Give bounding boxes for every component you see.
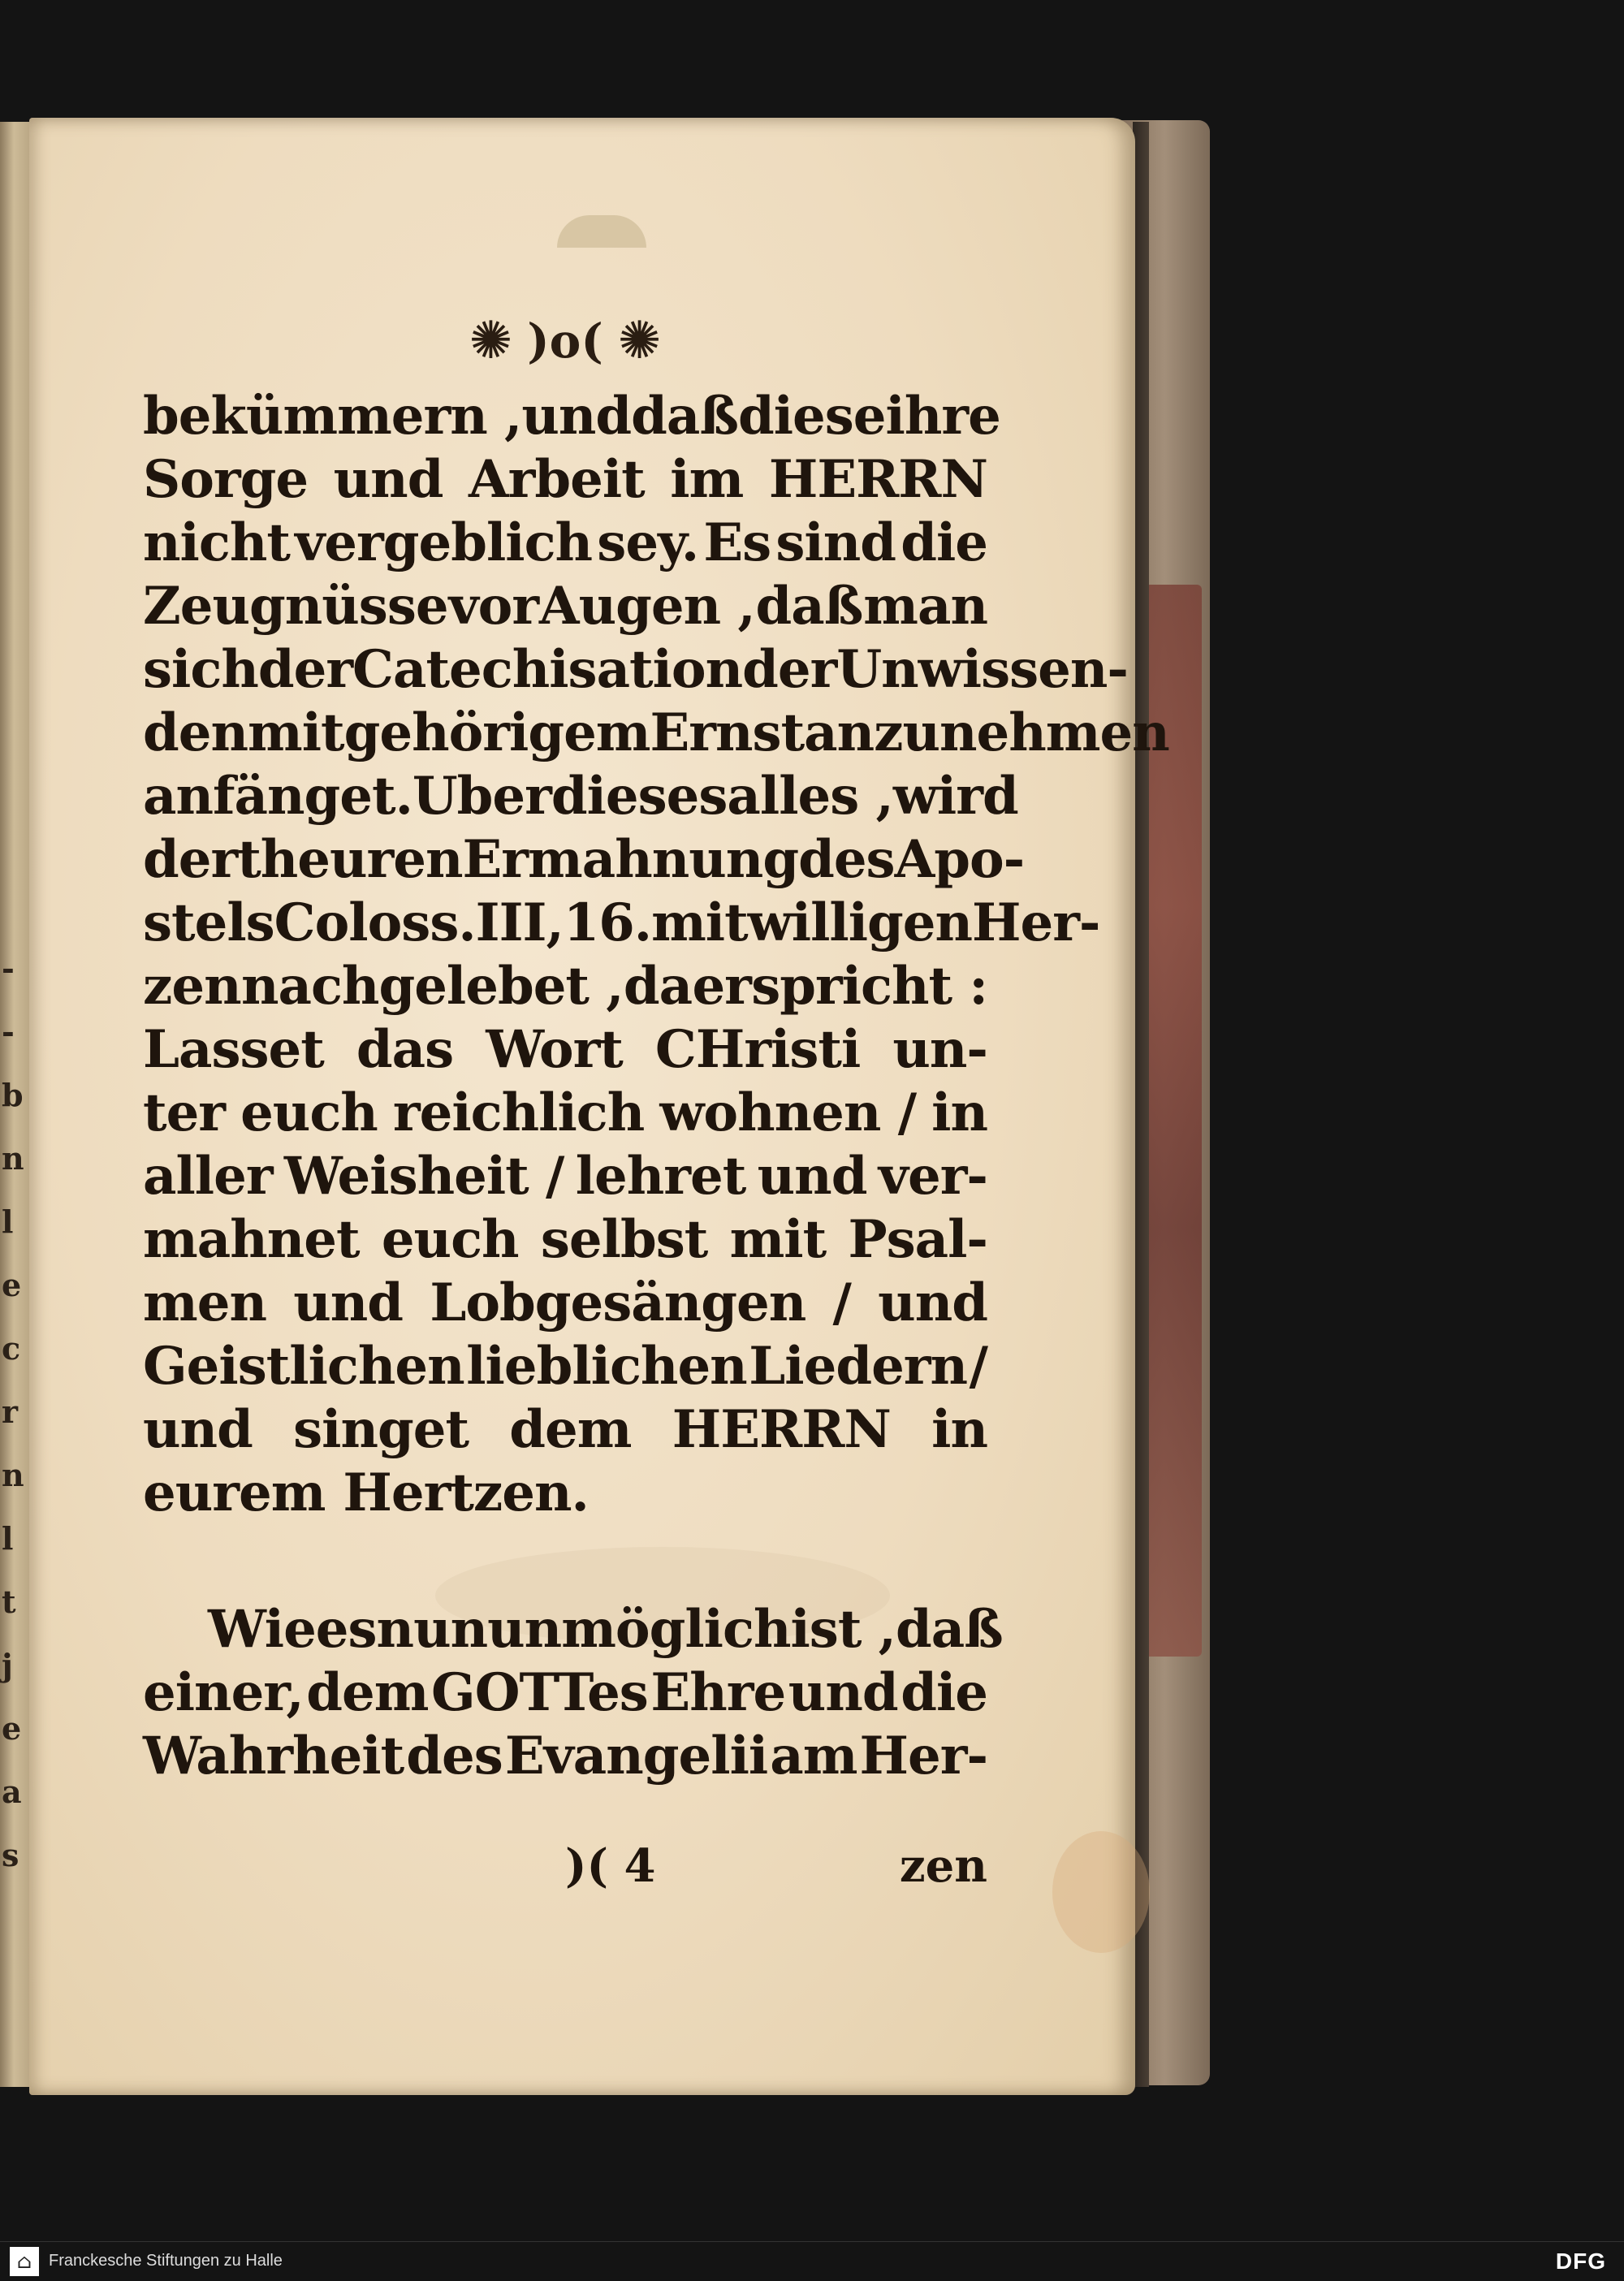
left-page-edge (0, 122, 32, 2087)
word: des (798, 829, 895, 890)
word: vergeblich (295, 512, 593, 573)
word: / (832, 1272, 851, 1333)
word: man (863, 576, 987, 637)
word: vor (448, 576, 539, 637)
ornament-text: )o( (527, 313, 603, 369)
word: dem (306, 1662, 429, 1723)
word: nun (376, 1599, 488, 1660)
text-line (143, 386, 1000, 449)
word: Unwissen- (836, 639, 1128, 700)
flower-ornament-icon: ✺ (469, 311, 513, 371)
word: der (257, 639, 353, 700)
word: daß (755, 576, 863, 637)
word: ist , (790, 1599, 896, 1660)
word: ver- (878, 1146, 987, 1207)
word: in (931, 1399, 987, 1460)
word: daß (631, 386, 738, 447)
word: Apo- (894, 829, 1025, 890)
word: da (623, 956, 693, 1017)
word: im (670, 449, 744, 510)
viewer-footer-bar (0, 2241, 1624, 2281)
word: theuren (237, 829, 463, 890)
catchword: zen (899, 1839, 987, 1893)
text-line (143, 1272, 987, 1336)
word: un- (892, 1019, 987, 1080)
text-line (143, 829, 1025, 892)
word: nachgelebet , (240, 956, 624, 1017)
word: mit (651, 892, 748, 953)
text-line (143, 1726, 987, 1789)
word: Her- (859, 1726, 987, 1786)
word: men (143, 1272, 266, 1333)
word: mit (248, 702, 344, 763)
word: anzunehmen (804, 702, 1169, 763)
word: der (143, 829, 238, 890)
text-line (143, 639, 1128, 702)
word: lehret (575, 1146, 746, 1207)
text-line (143, 1662, 987, 1726)
word: mit (729, 1209, 827, 1270)
word: Ernst (650, 702, 805, 763)
word: und (333, 449, 443, 510)
word: die (901, 1662, 987, 1723)
word: und (878, 1272, 987, 1333)
text-line (143, 956, 987, 1019)
word: und (293, 1272, 404, 1333)
text-line (143, 576, 987, 639)
word: Evangelii (504, 1726, 768, 1786)
word: Ermahnung (462, 829, 799, 890)
text-line (143, 1399, 987, 1462)
word: Uber (412, 766, 551, 827)
word: alles , (727, 766, 893, 827)
page-footer (143, 1839, 987, 1904)
word: das (356, 1019, 454, 1080)
edge-glyph: t (2, 1583, 16, 1620)
word: zen (143, 956, 241, 1017)
edge-glyph: e (2, 1710, 22, 1747)
edge-glyph: r (2, 1393, 19, 1430)
word: eurem (143, 1462, 326, 1523)
page-stain (1052, 1831, 1150, 1953)
word: willigen (747, 892, 972, 953)
text-line (208, 1599, 1003, 1662)
word: Coloss. (274, 892, 476, 953)
word: Wahrheit (143, 1726, 404, 1786)
word: daß (895, 1599, 1003, 1660)
text-line (143, 1209, 987, 1272)
word: es (315, 1599, 377, 1660)
edge-glyph: - (2, 950, 15, 987)
text-line (143, 766, 1018, 829)
text-line (143, 1462, 987, 1526)
word: die (901, 512, 987, 573)
word: aller (143, 1146, 273, 1207)
word: Wie (208, 1599, 316, 1660)
word: Wort (486, 1019, 623, 1080)
institution-name: Franckesche Stiftungen zu Halle (49, 2252, 283, 2270)
word: Hertzen. (343, 1462, 589, 1523)
word: der (742, 639, 837, 700)
text-line (143, 1082, 987, 1146)
edge-glyph: n (2, 1457, 24, 1493)
word: sich (143, 639, 258, 700)
word: III,16. (475, 892, 652, 953)
word: nicht (143, 512, 290, 573)
word: singet (293, 1399, 469, 1460)
word: HERRN (768, 449, 987, 510)
word: diese (737, 386, 886, 447)
word: Augen , (538, 576, 755, 637)
word: GOTTes (431, 1662, 648, 1723)
word: Weisheit / (283, 1146, 564, 1207)
edge-glyph: - (2, 1013, 15, 1050)
word: / (969, 1336, 987, 1397)
text-line (143, 449, 987, 512)
text-line (143, 1146, 987, 1209)
word: Arbeit (469, 449, 645, 510)
word: Her- (972, 892, 1100, 953)
word: einer, (143, 1662, 304, 1723)
word: mahnet (143, 1209, 360, 1270)
word: Lobgesängen (430, 1272, 806, 1333)
word: wird (892, 766, 1018, 827)
dfg-logo: DFG (1555, 2249, 1606, 2274)
edge-glyph: e (2, 1267, 22, 1303)
word: HERRN (672, 1399, 891, 1460)
word: anfänget. (143, 766, 412, 827)
word: dieses (551, 766, 728, 827)
word: Psal- (848, 1209, 987, 1270)
page-top-tab (557, 215, 646, 248)
edge-glyph: a (2, 1773, 22, 1810)
edge-glyph: s (2, 1837, 19, 1873)
word: Es (703, 512, 771, 573)
edge-glyph: c (2, 1330, 21, 1367)
word: euch (240, 1082, 378, 1143)
edge-glyph: l (2, 1520, 14, 1557)
word: er (692, 956, 751, 1017)
signature-mark: )( 4 (565, 1839, 656, 1893)
book-page (29, 118, 1169, 2095)
word: CHristi (654, 1019, 861, 1080)
word: sind (775, 512, 896, 573)
word: ihre (885, 386, 1000, 447)
word: in (931, 1082, 987, 1143)
word: und (521, 386, 632, 447)
word: lieblichen (466, 1336, 747, 1397)
word: spricht : (751, 956, 987, 1017)
text-line (143, 892, 1100, 956)
word: selbst (540, 1209, 708, 1270)
word: Liedern (749, 1336, 968, 1397)
cover-inner-edge (1133, 122, 1149, 2087)
text-line (143, 512, 987, 576)
word: euch (381, 1209, 519, 1270)
word: Zeugnüsse (143, 576, 448, 637)
word: ter (143, 1082, 225, 1143)
building-logo-icon[interactable]: ⌂ (10, 2247, 39, 2276)
word: Lasset (143, 1019, 324, 1080)
edge-glyph: l (2, 1203, 14, 1240)
word: des (406, 1726, 503, 1786)
text-line (143, 1019, 987, 1082)
word: Catechisation (352, 639, 743, 700)
word: gehörigem (343, 702, 650, 763)
word: und (143, 1399, 253, 1460)
flower-ornament-icon: ✺ (617, 311, 662, 371)
word: reichlich (392, 1082, 645, 1143)
word: Geistlichen (143, 1336, 464, 1397)
word: bekümmern , (143, 386, 522, 447)
word: stels (143, 892, 274, 953)
edge-glyph: n (2, 1140, 24, 1177)
word: wohnen / (659, 1082, 917, 1143)
text-line (143, 702, 1169, 766)
word: sey. (597, 512, 699, 573)
word: unmöglich (487, 1599, 791, 1660)
edge-glyph: j (2, 1647, 13, 1683)
word: den (143, 702, 248, 763)
word: am (770, 1726, 857, 1786)
word: Ehre (650, 1662, 786, 1723)
header-ornament (427, 305, 703, 378)
word: und (757, 1146, 867, 1207)
text-line (143, 1336, 987, 1399)
word: Sorge (143, 449, 309, 510)
word: und (788, 1662, 898, 1723)
word: dem (509, 1399, 632, 1460)
edge-glyph: b (2, 1077, 24, 1113)
